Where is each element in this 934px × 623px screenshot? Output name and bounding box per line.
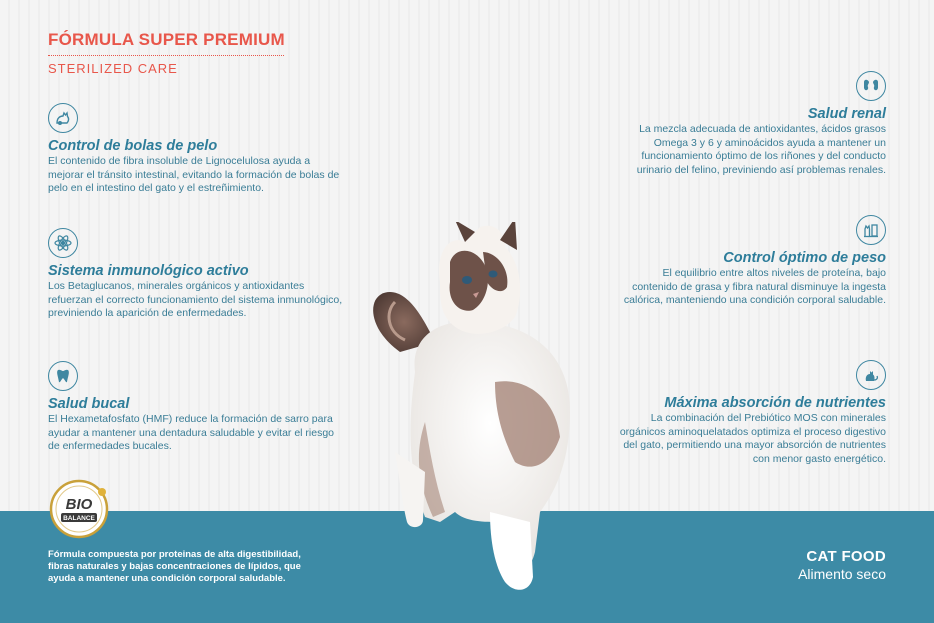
- header: [48, 30, 284, 76]
- feature-weight-control: [616, 215, 886, 308]
- formula-footnote: Fórmula compuesta por proteinas de alta digestibilidad, fibras naturales y bajas concentraciones de lípidos, que ayuda a mantener una condición corporal saludable.: [48, 549, 301, 584]
- feature-renal-health: [616, 71, 886, 177]
- feature-title: Control óptimo de peso: [723, 250, 886, 266]
- bio-badge-line2: BALANCE: [63, 515, 95, 522]
- feature-title: Sistema inmunológico activo: [48, 263, 249, 279]
- feature-body: El equilibrio entre altos niveles de proteína, bajo contenido de grasa y fibra natural disminuye la ingesta calórica, manteniendo una condición corporal saludable.: [623, 267, 886, 306]
- feature-title: Máxima absorción de nutrientes: [664, 395, 886, 411]
- kidney-icon: [856, 71, 886, 101]
- feature-oral-health: [48, 361, 348, 454]
- cat-sitting-icon: [856, 360, 886, 390]
- bio-badge-line1: BIO: [65, 496, 93, 513]
- page-title: FÓRMULA SUPER PREMIUM: [48, 30, 284, 56]
- feature-title: Salud bucal: [48, 396, 130, 412]
- feature-body: La mezcla adecuada de antioxidantes, ácidos grasos Omega 3 y 6 y aminoácidos ayuda a mantener un funcionamiento óptimo de los riñones y del conducto urinario del felino, previniendo así problemas renales.: [636, 123, 886, 176]
- atom-icon: [48, 228, 78, 258]
- page-subtitle: STERILIZED CARE: [48, 61, 178, 76]
- cat-image: [355, 222, 605, 607]
- feature-body: El contenido de fibra insoluble de Lignocelulosa ayuda a mejorar el tránsito intestinal, evitando la formación de bolas de pelo en el intestino del gato y el estreñimiento.: [48, 155, 340, 194]
- tooth-icon: [48, 361, 78, 391]
- hairball-cat-icon: [48, 103, 78, 133]
- product-subtitle: Alimento seco: [798, 566, 886, 582]
- feature-hairball-control: [48, 103, 348, 196]
- feature-title: Control de bolas de pelo: [48, 138, 218, 154]
- feature-body: Los Betaglucanos, minerales orgánicos y antioxidantes refuerzan el correcto funcionamiento del sistema inmunológico, previniendo la aparición de enfermedades.: [48, 280, 343, 319]
- feature-immune-system: [48, 228, 348, 321]
- feature-body: La combinación del Prebiótico MOS con minerales orgánicos aminoquelatados optimiza el proceso digestivo del gato, permitiendo una mayor absorción de nutrientes con menor gasto energético.: [619, 412, 886, 465]
- product-label: [798, 548, 886, 582]
- bio-balance-badge: [48, 478, 110, 540]
- cat-weight-icon: [856, 215, 886, 245]
- feature-body: El Hexametafosfato (HMF) reduce la formación de sarro para ayudar a mantener una dentadura saludable y evitar el riesgo de enfermedades bucales.: [48, 413, 335, 452]
- feature-nutrient-absorption: [616, 360, 886, 466]
- product-title: CAT FOOD: [806, 548, 886, 565]
- feature-title: Salud renal: [807, 106, 886, 122]
